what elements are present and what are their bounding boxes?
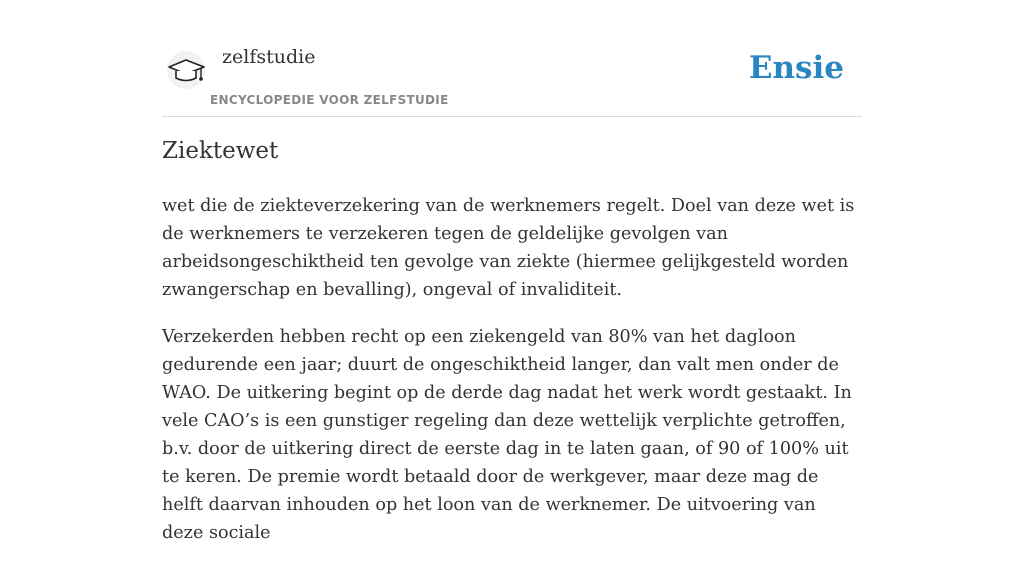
site-tagline: ENCYCLOPEDIE VOOR ZELFSTUDIE <box>210 93 449 107</box>
article-paragraph: wet die de ziekteverzekering van de werknemers regelt. Doel van deze wet is de werknemers te verzekeren tegen de geldelijke gevolgen van arbeidsongeschiktheid ten gevolge van ziekte (hiermee gelijkgesteld worden zwangerschap en bevalling), ongeval of invaliditeit. <box>162 196 855 300</box>
article-paragraph: Verzekerden hebben recht op een ziekengeld van 80% van het dagloon gedurende een jaar; duurt de ongeschiktheid langer, dan valt men onder de WAO. De uitkering begint op de derde dag nadat het werk wordt gestaakt. In vele CAO’s is een gunstiger regeling dan deze wettelijk verplichte getroffen, b.v. door de uitkering direct de eerste dag in te laten gaan, of 90 of 100% uit te keren. De premie wordt betaald door de werkgever, maar deze mag de helft daarvan inhouden op het loon van de werknemer. De uitvoering van deze sociale <box>162 327 852 543</box>
graduation-cap-icon[interactable] <box>164 50 208 90</box>
site-name[interactable]: zelfstudie <box>222 46 316 68</box>
site-header <box>162 40 862 117</box>
article-title: Ziektewet <box>162 138 279 164</box>
brand-logo[interactable]: Ensie <box>748 50 844 86</box>
article-body <box>162 192 862 566</box>
